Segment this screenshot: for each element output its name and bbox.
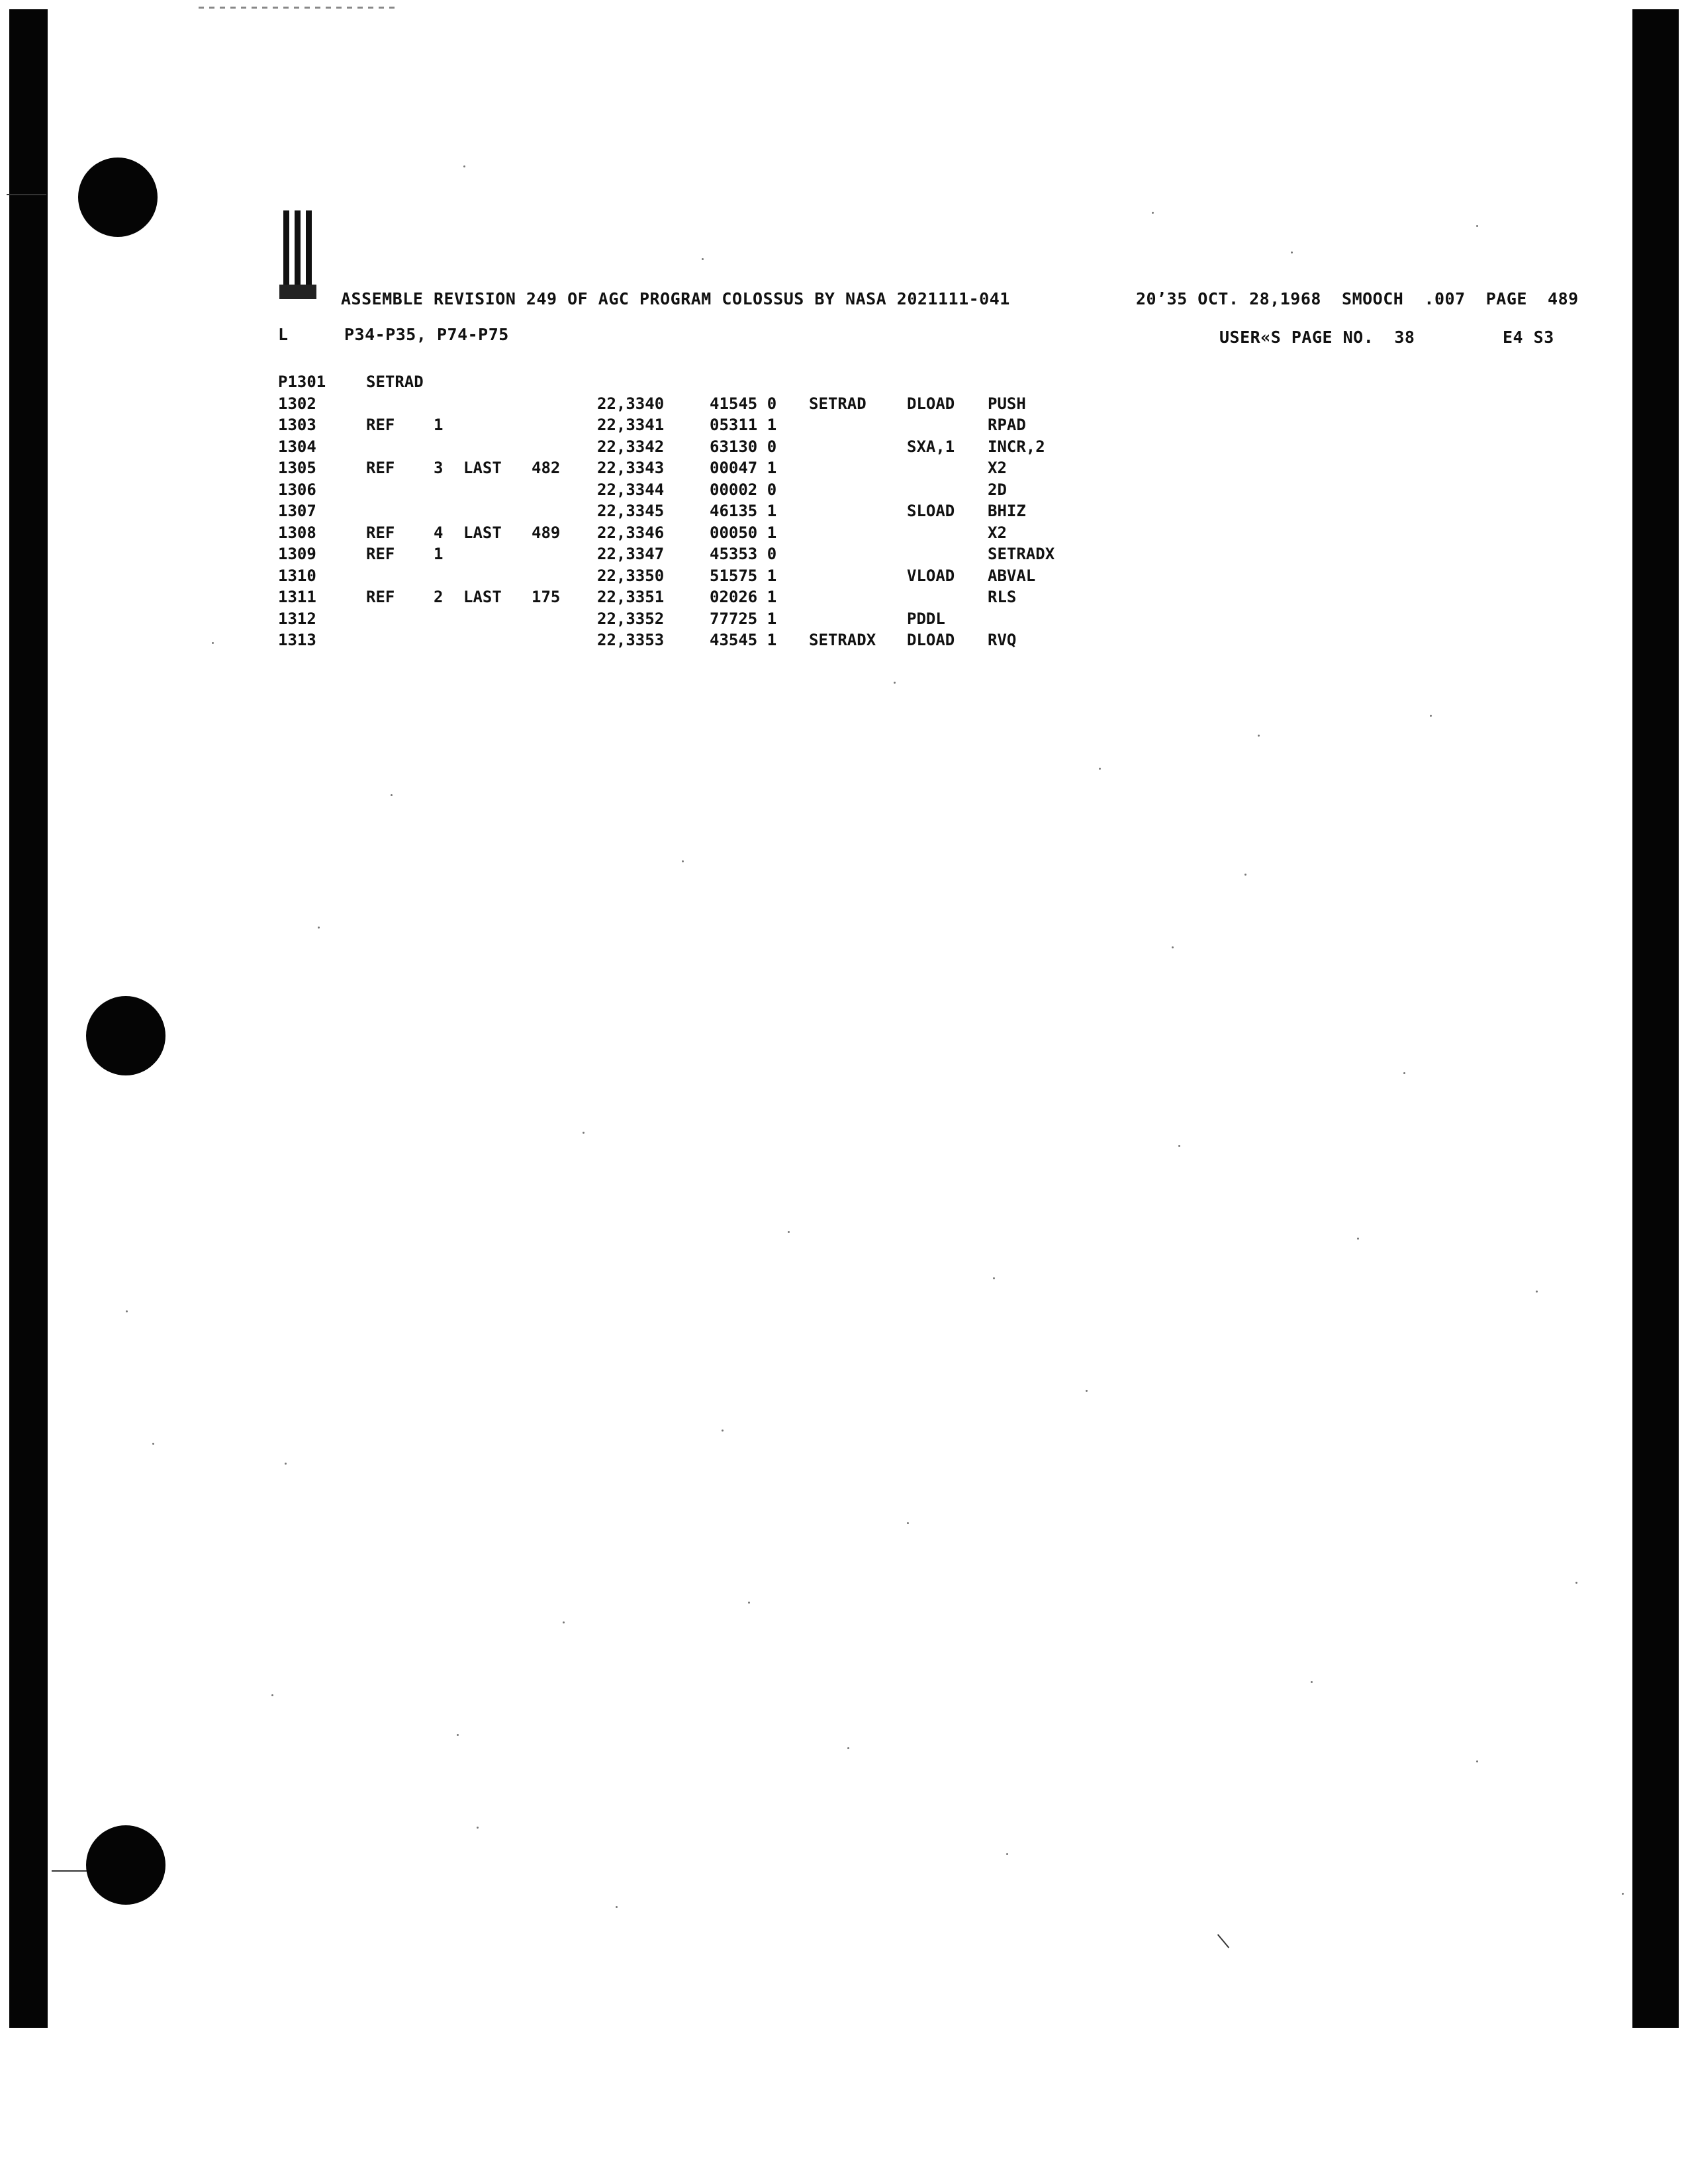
operator-1: DLOAD <box>907 631 955 649</box>
line-number: 1313 <box>278 631 316 649</box>
octal-word: 63130 0 <box>710 437 777 456</box>
last-page: 482 <box>532 459 561 477</box>
ref-count: 3 <box>434 459 444 477</box>
punch-hole-tick-bottom <box>52 1870 91 1872</box>
octal-word: 00047 1 <box>710 459 777 477</box>
scan-speckle <box>563 1621 565 1623</box>
octal-word: 51575 1 <box>710 566 777 585</box>
scan-speckle <box>1006 1853 1008 1855</box>
last-marker: LAST <box>463 523 502 542</box>
section-letter: L <box>278 325 289 344</box>
punch-hole-tick-top <box>7 194 46 195</box>
scan-speckle <box>1291 251 1293 253</box>
scan-speckle <box>583 1132 585 1134</box>
page-code: E4 S3 <box>1503 328 1554 347</box>
operator-1: DLOAD <box>907 394 955 413</box>
punch-hole-bottom <box>86 1825 165 1905</box>
line-number: 1308 <box>278 523 316 542</box>
scan-speckle <box>1172 946 1174 948</box>
line-number: P1301 <box>278 373 326 391</box>
scan-speckle <box>993 1277 995 1279</box>
address: 22,3346 <box>597 523 665 542</box>
listing-header-date-page: 20’35 OCT. 28,1968 SMOOCH .007 PAGE 489 <box>1136 289 1579 308</box>
line-number: 1302 <box>278 394 316 413</box>
last-marker: LAST <box>463 588 502 606</box>
printer-logo-icon <box>278 210 318 303</box>
pen-mark <box>1217 1934 1229 1948</box>
code-label: SETRADX <box>809 631 876 649</box>
operator-2: RVQ <box>988 631 1017 649</box>
operator-2: SETRADX <box>988 545 1055 563</box>
scan-speckle <box>847 1747 849 1749</box>
operator-2: X2 <box>988 523 1007 542</box>
operator-2: PUSH <box>988 394 1026 413</box>
operator-2: 2D <box>988 480 1007 499</box>
scan-speckle <box>722 1430 724 1432</box>
code-label: SETRAD <box>809 394 867 413</box>
left-scan-border <box>9 9 48 2028</box>
address: 22,3341 <box>597 416 665 434</box>
address: 22,3340 <box>597 394 665 413</box>
scan-speckle <box>1622 1893 1624 1895</box>
operator-1: SXA,1 <box>907 437 955 456</box>
scan-speckle <box>788 1231 790 1233</box>
scan-speckle <box>126 1310 128 1312</box>
scan-speckle <box>1575 1582 1577 1584</box>
operator-2: ABVAL <box>988 566 1036 585</box>
ref-marker: REF <box>366 459 395 477</box>
scan-speckle <box>894 682 896 684</box>
last-page: 175 <box>532 588 561 606</box>
line-number: 1306 <box>278 480 316 499</box>
line-number: 1311 <box>278 588 316 606</box>
scan-speckle <box>748 1602 750 1604</box>
operator-2: RLS <box>988 588 1017 606</box>
line-number: 1304 <box>278 437 316 456</box>
line-number: 1305 <box>278 459 316 477</box>
address: 22,3350 <box>597 566 665 585</box>
line-number: 1307 <box>278 502 316 520</box>
scan-speckle <box>1244 874 1246 876</box>
octal-word: 41545 0 <box>710 394 777 413</box>
operator-2: INCR,2 <box>988 437 1045 456</box>
scan-speckle <box>477 1827 479 1829</box>
scan-speckle <box>212 642 214 644</box>
line-number: 1309 <box>278 545 316 563</box>
punch-hole-middle <box>86 996 165 1075</box>
scan-speckle <box>702 258 704 260</box>
scan-speckle <box>1099 768 1101 770</box>
scan-speckle <box>463 165 465 167</box>
scan-speckle <box>1536 1291 1538 1293</box>
operator-2: RPAD <box>988 416 1026 434</box>
operator-2: X2 <box>988 459 1007 477</box>
ref-count: 2 <box>434 588 444 606</box>
ref-marker: REF <box>366 588 395 606</box>
octal-word: 77725 1 <box>710 609 777 628</box>
address: 22,3351 <box>597 588 665 606</box>
address: 22,3342 <box>597 437 665 456</box>
last-marker: LAST <box>463 459 502 477</box>
last-page: 489 <box>532 523 561 542</box>
octal-word: 00050 1 <box>710 523 777 542</box>
address: 22,3352 <box>597 609 665 628</box>
octal-word: 02026 1 <box>710 588 777 606</box>
scan-edge-mark <box>199 7 397 9</box>
octal-word: 00002 0 <box>710 480 777 499</box>
address: 22,3353 <box>597 631 665 649</box>
routine-label: SETRAD <box>366 373 424 391</box>
scan-speckle <box>1476 225 1478 227</box>
user-page-number: USER«S PAGE NO. 38 <box>1219 328 1415 347</box>
scan-speckle <box>682 860 684 862</box>
octal-word: 45353 0 <box>710 545 777 563</box>
ref-marker: REF <box>366 523 395 542</box>
punch-hole-top <box>78 158 158 237</box>
scan-speckle <box>1086 1390 1088 1392</box>
right-scan-border <box>1632 9 1679 2028</box>
scan-speckle <box>391 794 393 796</box>
scan-speckle <box>1403 1072 1405 1074</box>
octal-word: 46135 1 <box>710 502 777 520</box>
octal-word: 43545 1 <box>710 631 777 649</box>
scan-speckle <box>457 1734 459 1736</box>
scan-speckle <box>616 1906 618 1908</box>
operator-1: PDDL <box>907 609 945 628</box>
line-number: 1310 <box>278 566 316 585</box>
address: 22,3343 <box>597 459 665 477</box>
scan-speckle <box>285 1463 287 1465</box>
scan-speckle <box>1430 715 1432 717</box>
scan-speckle <box>1476 1760 1478 1762</box>
ref-marker: REF <box>366 416 395 434</box>
ref-marker: REF <box>366 545 395 563</box>
operator-1: VLOAD <box>907 566 955 585</box>
line-number: 1312 <box>278 609 316 628</box>
scan-speckle <box>1258 735 1260 737</box>
operator-1: SLOAD <box>907 502 955 520</box>
scan-speckle <box>271 1694 273 1696</box>
ref-count: 4 <box>434 523 444 542</box>
scan-speckle <box>152 1443 154 1445</box>
scan-speckle <box>1178 1145 1180 1147</box>
address: 22,3345 <box>597 502 665 520</box>
listing-header-title: ASSEMBLE REVISION 249 OF AGC PROGRAM COLOSSUS BY NASA 2021111-041 <box>341 289 1010 308</box>
section-title: P34-P35, P74-P75 <box>344 325 509 344</box>
ref-count: 1 <box>434 416 444 434</box>
address: 22,3344 <box>597 480 665 499</box>
scan-speckle <box>1357 1238 1359 1240</box>
scan-speckle <box>318 927 320 929</box>
scan-speckle <box>907 1522 909 1524</box>
address: 22,3347 <box>597 545 665 563</box>
listing-row-first <box>0 373 424 394</box>
operator-2: BHIZ <box>988 502 1026 520</box>
line-number: 1303 <box>278 416 316 434</box>
scan-speckle <box>1152 212 1154 214</box>
ref-count: 1 <box>434 545 444 563</box>
scan-speckle <box>1311 1681 1313 1683</box>
octal-word: 05311 1 <box>710 416 777 434</box>
